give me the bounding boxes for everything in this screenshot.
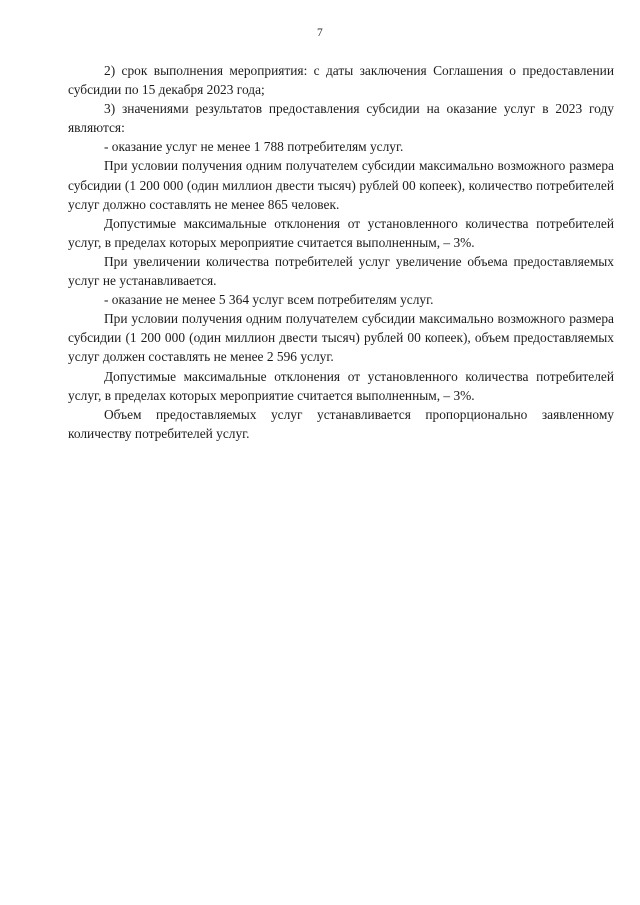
paragraph-deviation-consumers: Допустимые максимальные отклонения от установленного количества потребителей услуг, в пределах которых мероприятие считается выполненным, – 3%. <box>68 215 614 250</box>
page-number: 7 <box>317 27 323 39</box>
document-body <box>68 61 614 443</box>
paragraph-condition-max-subsidy-services: При условии получения одним получателем субсидии максимально возможного размера субсидии (1 200 000 (один миллион двести тысяч) рублей 00 копеек), объем предоставляемых услуг должен составлять не менее 2 596 услуг. <box>68 311 614 365</box>
paragraph-increase-consumers: При увеличении количества потребителей услуг увеличение объема предоставляемых услуг не устанавливается. <box>68 253 614 289</box>
paragraph-condition-max-subsidy-consumers: При условии получения одним получателем субсидии максимально возможного размера субсидии (1 200 000 (один миллион двести тысяч) рублей 00 копеек), количество потребителей услуг должно составлять не менее 865 человек. <box>68 158 614 212</box>
paragraph-item-2-term: 2) срок выполнения мероприятия: с даты заключения Соглашения о предоставлении субсидии по 15 декабря 2023 года; <box>68 63 614 98</box>
list-item-consumers-1788: - оказание услуг не менее 1 788 потребителям услуг. <box>104 139 404 155</box>
list-item-services-5364: - оказание не менее 5 364 услуг всем потребителям услуг. <box>104 292 434 308</box>
paragraph-volume-proportional: Объем предоставляемых услуг устанавливается пропорционально заявленному количеству потребителей услуг. <box>68 406 614 441</box>
paragraph-item-3-values: 3) значениями результатов предоставления субсидии на оказание услуг в 2023 году являются: <box>68 101 614 136</box>
paragraph-deviation-consumers-2: Допустимые максимальные отклонения от установленного количества потребителей услуг, в пределах которых мероприятие считается выполненным, – 3%. <box>68 368 614 403</box>
